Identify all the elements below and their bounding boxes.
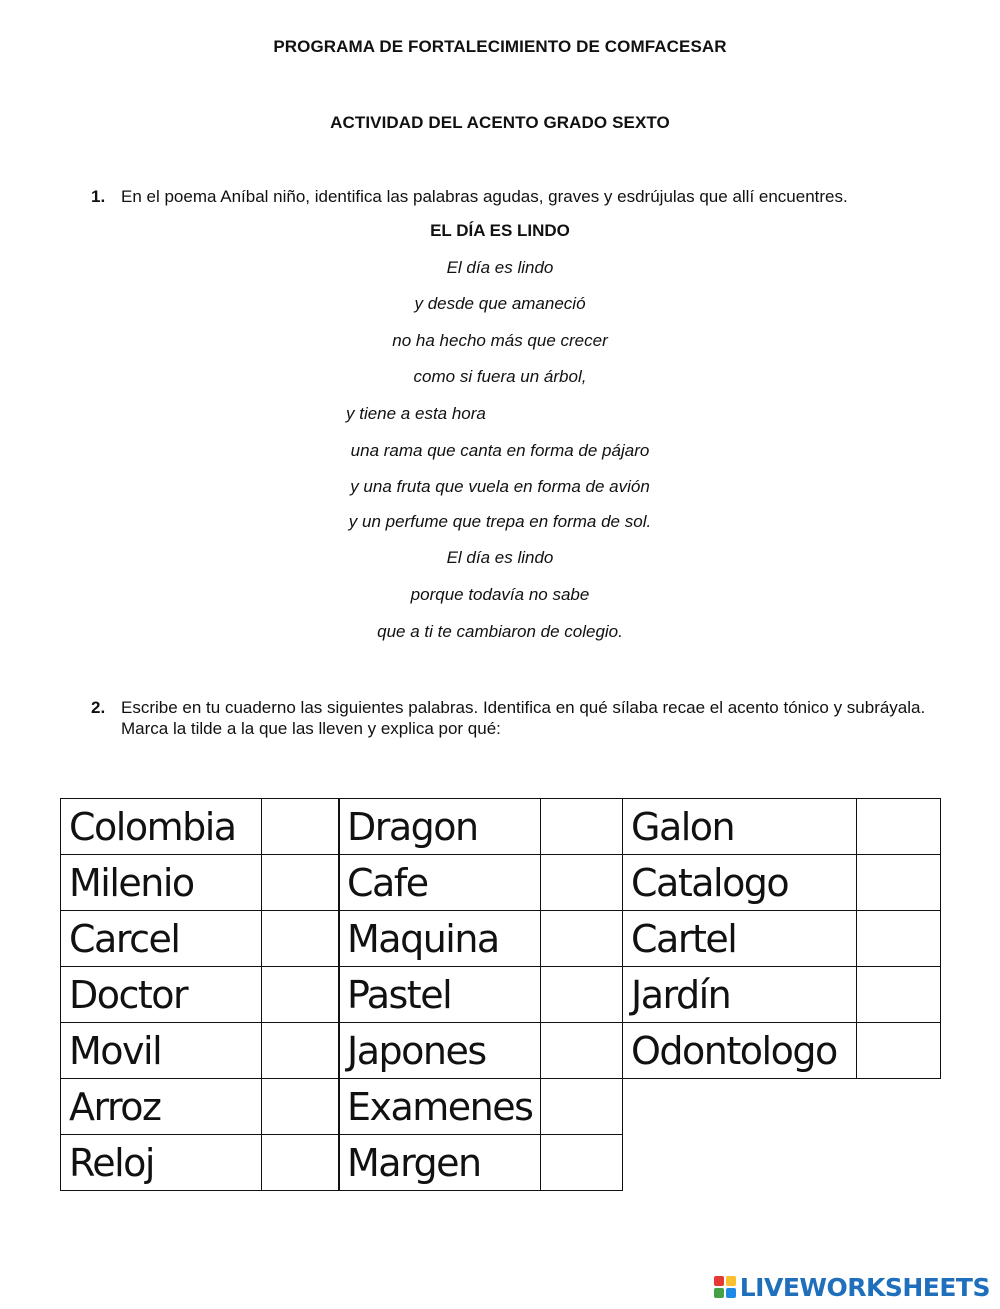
word-cell: Pastel	[339, 967, 541, 1023]
word-cell: Maquina	[339, 911, 541, 967]
word-cell: Odontologo	[623, 1023, 857, 1079]
question-2-text: Escribe en tu cuaderno las siguientes palabras. Identifica en qué sílaba recae el acento tónico y subráyala. Marca la tilde a la que las lleven y explica por qué:	[121, 698, 926, 738]
program-title: PROGRAMA DE FORTALECIMIENTO DE COMFACESAR	[273, 37, 727, 56]
word-cell: Colombia	[61, 799, 262, 855]
question-1-number: 1.	[91, 187, 106, 206]
poem-line: El día es lindo	[446, 548, 554, 567]
word-cell: Galon	[623, 799, 857, 855]
answer-cell[interactable]	[541, 911, 623, 967]
poem-title: EL DÍA ES LINDO	[430, 221, 570, 240]
word-cell: Movil	[61, 1023, 262, 1079]
table-row	[339, 1023, 623, 1079]
answer-cell[interactable]	[857, 967, 941, 1023]
poem-line: porque todavía no sabe	[410, 585, 590, 604]
word-cell: Examenes	[339, 1079, 541, 1135]
answer-cell[interactable]	[262, 1023, 340, 1079]
table-row	[61, 1079, 340, 1135]
poem-line: y una fruta que vuela en forma de avión	[350, 477, 650, 496]
answer-cell[interactable]	[262, 911, 340, 967]
word-cell: Cartel	[623, 911, 857, 967]
poem-line: no ha hecho más que crecer	[392, 331, 608, 350]
table-row	[61, 967, 340, 1023]
word-cell: Japones	[339, 1023, 541, 1079]
answer-cell[interactable]	[857, 855, 941, 911]
answer-cell[interactable]	[541, 855, 623, 911]
poem-line: que a ti te cambiaron de colegio.	[377, 622, 623, 641]
word-cell: Margen	[339, 1135, 541, 1191]
answer-cell[interactable]	[541, 1079, 623, 1135]
answer-cell[interactable]	[262, 1135, 340, 1191]
word-cell: Carcel	[61, 911, 262, 967]
question-2	[91, 697, 931, 739]
poem-line: y un perfume que trepa en forma de sol.	[348, 512, 652, 531]
question-1-text: En el poema Aníbal niño, identifica las palabras agudas, graves y esdrújulas que allí encuentres.	[121, 187, 848, 206]
word-cell: Jardín	[623, 967, 857, 1023]
table-row	[339, 967, 623, 1023]
word-table-col1	[60, 798, 340, 1191]
poem-line: como si fuera un árbol,	[413, 367, 587, 386]
word-table-col3	[622, 798, 941, 1079]
answer-cell[interactable]	[262, 967, 340, 1023]
table-row	[61, 1023, 340, 1079]
poem-line: una rama que canta en forma de pájaro	[350, 441, 650, 460]
answer-cell[interactable]	[262, 1079, 340, 1135]
answer-cell[interactable]	[857, 911, 941, 967]
answer-cell[interactable]	[857, 1023, 941, 1079]
poem-line: y tiene a esta hora	[346, 404, 486, 423]
answer-cell[interactable]	[262, 855, 340, 911]
table-row	[623, 911, 941, 967]
table-row	[339, 1079, 623, 1135]
poem-line: El día es lindo	[446, 258, 554, 277]
poem-line: y desde que amaneció	[414, 294, 586, 313]
table-row	[623, 1023, 941, 1079]
table-row	[61, 911, 340, 967]
liveworksheets-logo-icon	[714, 1276, 736, 1298]
liveworksheets-brand	[714, 1272, 990, 1302]
table-row	[339, 855, 623, 911]
word-cell: Reloj	[61, 1135, 262, 1191]
table-row	[61, 1135, 340, 1191]
answer-cell[interactable]	[541, 967, 623, 1023]
word-cell: Cafe	[339, 855, 541, 911]
table-row	[339, 911, 623, 967]
table-row	[61, 799, 340, 855]
question-1	[91, 186, 931, 207]
word-table-col2	[338, 798, 623, 1191]
table-row	[339, 1135, 623, 1191]
table-row	[339, 799, 623, 855]
word-cell: Milenio	[61, 855, 262, 911]
word-cell: Arroz	[61, 1079, 262, 1135]
answer-cell[interactable]	[262, 799, 340, 855]
word-cell: Doctor	[61, 967, 262, 1023]
table-row	[623, 967, 941, 1023]
table-row	[623, 855, 941, 911]
answer-cell[interactable]	[541, 799, 623, 855]
word-cell: Dragon	[339, 799, 541, 855]
question-2-number: 2.	[91, 698, 106, 717]
answer-cell[interactable]	[541, 1023, 623, 1079]
answer-cell[interactable]	[541, 1135, 623, 1191]
word-cell: Catalogo	[623, 855, 857, 911]
brand-name: LIVEWORKSHEETS	[739, 1272, 990, 1302]
answer-cell[interactable]	[857, 799, 941, 855]
table-row	[61, 855, 340, 911]
table-row	[623, 799, 941, 855]
activity-title: ACTIVIDAD DEL ACENTO GRADO SEXTO	[330, 113, 670, 132]
